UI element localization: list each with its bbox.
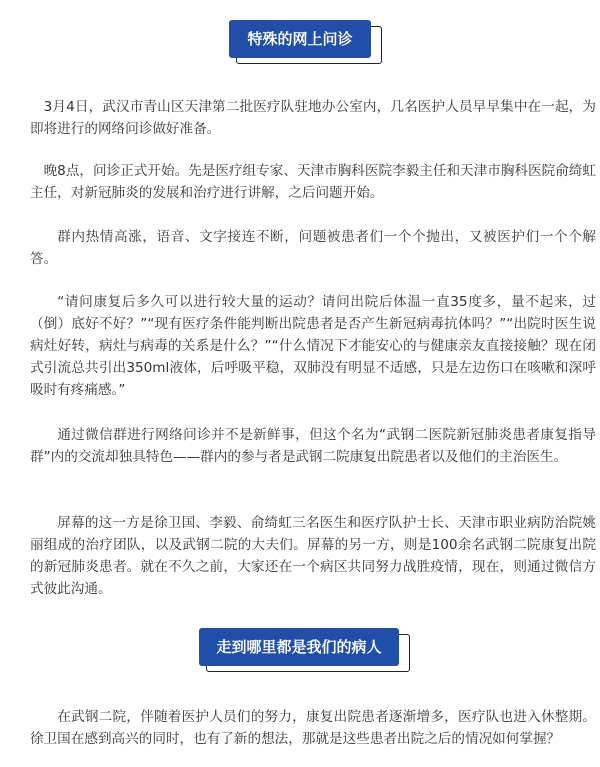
paragraph: 3月4日，武汉市青山区天津第二批医疗队驻地办公室内，几名医护人员早早集中在一起，为即将进行的网络问诊做好准备。	[30, 99, 596, 137]
paragraph: 群内热情高涨，语音、文字接连不断，问题被患者们一个个抛出，又被医护们一个个解答。	[30, 229, 596, 267]
heading-banner: 走到哪里都是我们的病人	[199, 628, 399, 666]
paragraph: 晚8点，问诊正式开始。先是医疗组专家、天津市胸科医院李毅主任和天津市胸科医院俞绮虹主任，对新冠肺炎的发展和治疗进行讲解，之后问题开始。	[30, 163, 596, 201]
paragraph: 屏幕的这一方是徐卫国、李毅、俞绮虹三名医生和医疗队护士长、天津市职业病防治院姚丽组成的治疗团队，以及武钢二院的大夫们。屏幕的另一方，则是100余名武钢二院康复出院的新冠肺炎患者。就在不久之前，大家还在一个病区共同努力战胜疫情，现在，则通过微信方式彼此沟通。	[30, 515, 596, 597]
paragraph: 在武钢二院，伴随着医护人员们的努力，康复出院患者逐渐增多，医疗队也进入休整期。徐卫国在感到高兴的同时，也有了新的想法，那就是这些患者出院之后的情况如何掌握？	[30, 709, 596, 747]
section-heading-1	[0, 20, 600, 66]
heading-banner: 特殊的网上问诊	[229, 20, 371, 58]
paragraph: 通过微信群进行网络问诊并不是新鲜事，但这个名为“武钢二医院新冠肺炎患者康复指导群”内的交流却独具特色——群内的参与者是武钢二院康复出院患者以及他们的主治医生。	[30, 427, 596, 465]
paragraph: “请问康复后多久可以进行较大量的运动？请问出院后体温一直35度多，量不起来，过（倒）底好不好？”“现有医疗条件能判断出院患者是否产生新冠病毒抗体吗？”“出院时医生说病灶好转，病灶与病毒的关系是什么？”“什么情况下才能安心的与健康亲友直接接触？现在闭式引流总共引出350ml液体，后呼吸平稳，双肺没有明显不适感，只是左边伤口在咳嗽和深呼吸时有疼痛感。”	[30, 294, 596, 398]
section-heading-2	[0, 628, 600, 674]
